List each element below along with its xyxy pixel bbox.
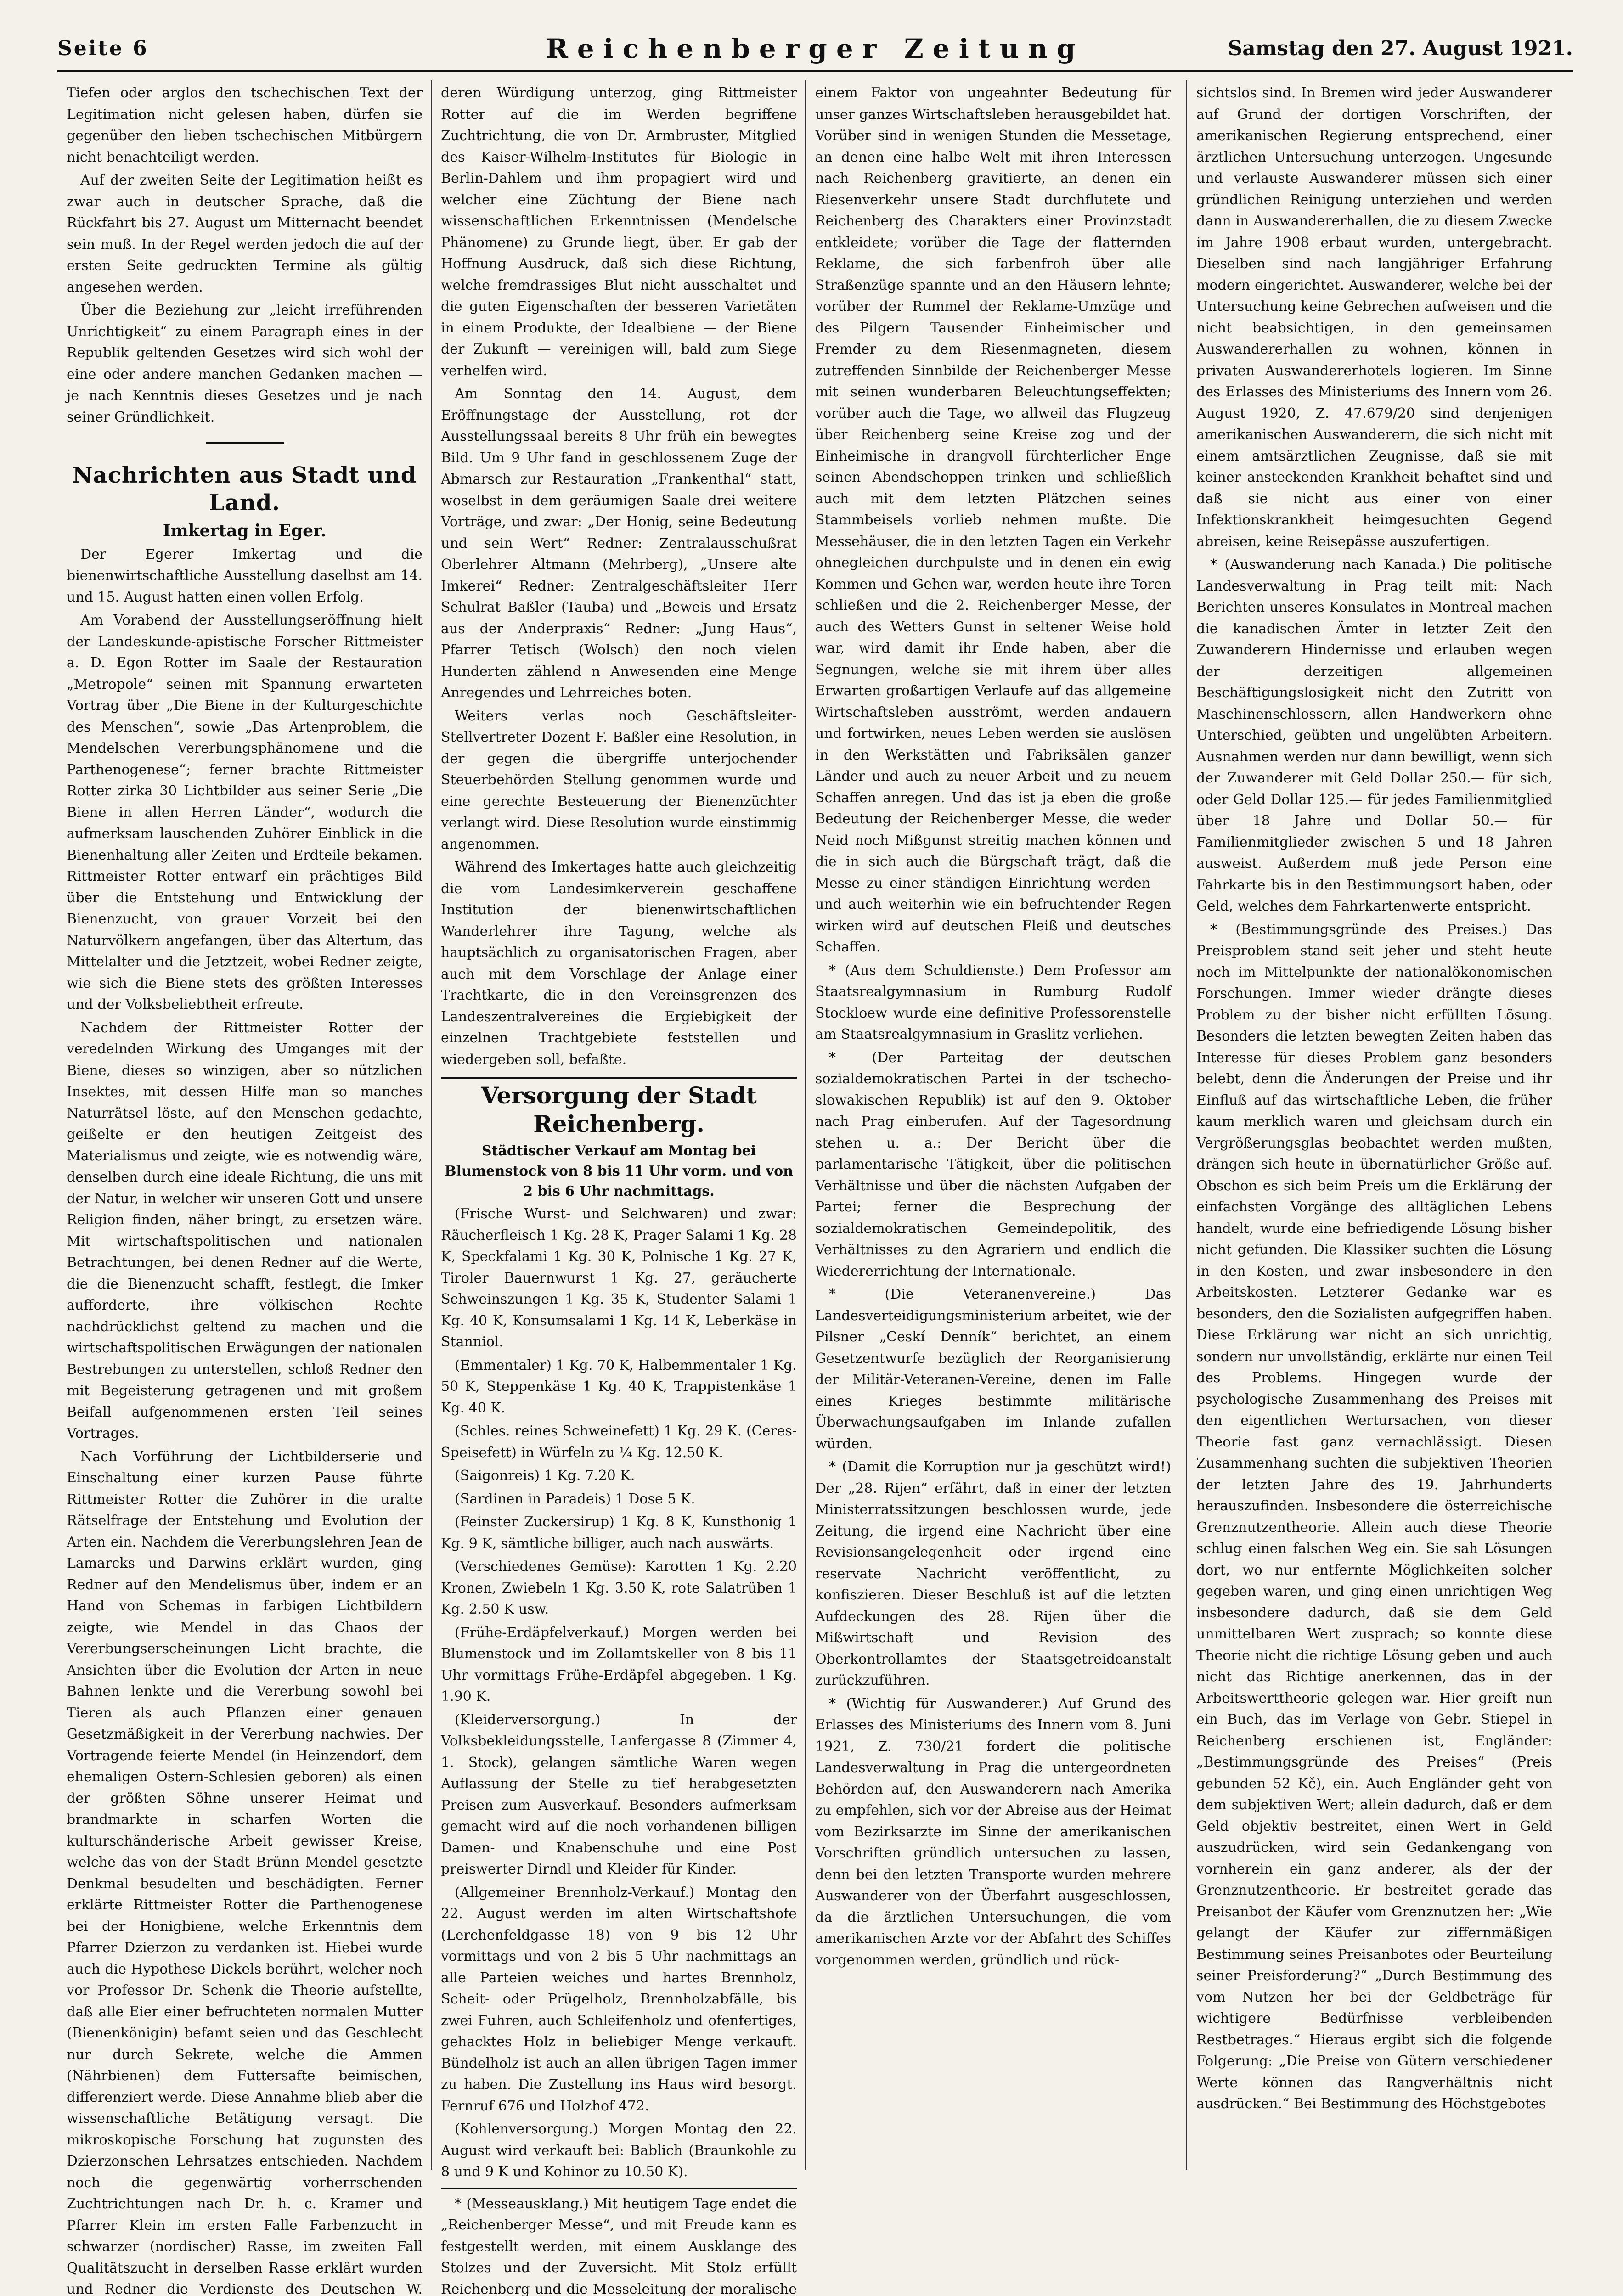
article-paragraph: Am Sonntag den 14. August, dem Eröffnungstage der Ausstellung, rot der Ausstellungssaal bereits 8 Uhr früh ein bewegtes Bild. Um 9 Uhr fand in geschlossenem Zuge der Abmarsch zur Restauration „Frankenthal“ statt, woselbst in dem geräumigen Saale drei weitere Vorträge, und zwar: „Der Honig, seine Bedeutung und sein Wert“ Redner: Zentralausschußrat Oberlehrer Altmann (Mehrberg), „Unsere alte Imkerei“ Redner: Zentralgeschäftsleiter Herr Schulrat Baßler (Tauba) und „Beweis und Ersatz aus der Anderpraxis“ Redner: „Jung Haus“, Pfarrer Tetisch (Wolsch) den noch vielen Hunderten zählend n Anwesenden eine Menge Anregendes und Lehrreiches boten. [441,383,797,704]
news-item: * (Aus dem Schuldienste.) Dem Professor am Staatsrealgymnasium in Rumburg Rudolf Stockloew wurde eine definitive Professorenstelle am Staatsrealgymnasium in Graslitz verliehen. [815,960,1171,1046]
news-item: * (Messeausklang.) Mit heutigem Tage endet die „Reichenberger Messe“, und mit Freude kann es festgestellt werden, mit einem Ausklange des Stolzes und der Zuversicht. Mit Stolz erfüllt Reichenberg und die Messeleitung der moralische [441,2194,797,2296]
issue-date: Samstag den 27. August 1921. [1228,37,1573,60]
supply-item: (Feinster Zuckersirup) 1 Kg. 8 K, Kunsthonig 1 Kg. 9 K, sämtliche billiger, auch nach auswärts. [441,1512,797,1554]
news-item: sichtslos sind. In Bremen wird jeder Auswanderer auf Grund der dortigen Vorschriften, der amerikanischen Regierung entsprechend, einer ärztlichen Untersuchung unterzogen. Ungesunde und verlauste Auswanderer müssen sich einer gründlichen Reinigung unterziehen und werden dann in Auswandererhallen, die zu diesem Zwecke im Jahre 1908 erbaut wurden, untergebracht. Dieselben sind nach langjähriger Erfahrung modern eingerichtet. Auswanderer, welche bei der Untersuchung keine Gebrechen aufweisen und die nicht beabsichtigen, in den gemeinsamen Auswandererhallen zu wohnen, können in privaten Auswandererhotels logieren. Im Sinne des Erlasses des Ministeriums des Innern vom 26. August 1920, Z. 47.679/20 sind denjenigen amerikanischen Auswanderern, die sich nicht mit einem amtsärztlichen Zeugnisse, daß sie mit keiner ansteckenden Krankheit behaftet sind und daß sie nicht aus einer von einer Infektionskrankheit heimgesuchten Gegend abreisen, keine Reisepässe auszufertigen. [1196,83,1552,552]
page-number: Seite 6 [57,37,149,60]
supply-item: (Emmentaler) 1 Kg. 70 K, Halbemmentaler 1 Kg. 50 K, Steppenkäse 1 Kg. 40 K, Trappistenkäse 1 Kg. 40 K. [441,1355,797,1419]
news-item: * (Damit die Korruption nur ja geschützt wird!) Der „28. Rijen“ erfährt, daß in einer der letzten Ministerratssitzungen beschlossen wurde, jede Zeitung, die irgend eine Nachricht über eine Revisionsangelegenheit oder irgend eine reservate Nachricht veröffentlicht, zu konfiszieren. Dieser Beschluß ist auf die letzten Aufdeckungen des 28. Rijen über die Mißwirtschaft und Revision des Oberkontrollamtes der Staatsgetreideanstalt zurückzuführen. [815,1457,1171,1692]
intro-paragraph: Tiefen oder arglos den tschechischen Text der Legitimation nicht gelesen haben, dürfen sie gegenüber den lieben tschechischen Mitbürgern nicht benachteiligt werden. [67,83,423,168]
supply-notice [441,1077,797,2189]
section-heading: Nachrichten aus Stadt und Land. [67,461,423,517]
article-paragraph: Weiters verlas noch Geschäftsleiter-Stellvertreter Dozent F. Baßler eine Resolution, in der gegen die übergriffe unterjochender Steuerbehörden Stellung genommen wurde und eine gerechte Besteuerung der Bienenzüchter verlangt wird. Diese Resolution wurde einstimmig angenommen. [441,706,797,855]
divider [67,432,423,453]
supply-item: (Kohlenversorgung.) Morgen Montag den 22. August wird verkauft bei: Bablich (Braunkohle zu 8 und 9 K und Kohinor zu 10.50 K). [441,2119,797,2183]
masthead-title: Reichenberger Zeitung [57,33,1573,64]
column-2 [441,83,797,2167]
article-heading: Imkertag in Eger. [67,520,423,541]
news-item: * (Auswanderung nach Kanada.) Die politische Landesverwaltung in Prag teilt mit: Nach Berichten unseres Konsulates in Montreal machen die kanadischen Ämter in letzter Zeit den Zuwanderern Hindernisse und erlauben wegen der derzeitigen allgemeinen Beschäftigungslosigkeit nicht den Zutritt von Maschinenschlossern, allen Handwerkern ohne Unterschied, geübten und ungelübten Arbeitern. Ausnahmen werden nur dann bewilligt, wenn sich der Zuwanderer mit Geld Dollar 250.— für sich, oder Geld Dollar 125.— für jedes Familienmitglied über 18 Jahre und Dollar 50.— für Familienmitglieder zwischen 5 und 18 Jahren ausweist. Außerdem muß jede Person eine Fahrkarte bis in den Bestimmungsort haben, oder Geld, welches dem Fahrkartenwerte entspricht. [1196,554,1552,917]
column-divider [431,80,432,2170]
column-1 [67,83,423,2167]
supply-heading: Versorgung der Stadt Reichenberg. [441,1081,797,1138]
intro-paragraph: Auf der zweiten Seite der Legitimation heißt es zwar auch in deutscher Sprache, daß die Rückfahrt bis 27. August um Mitternacht beendet sein muß. In der Regel werden jedoch die auf der ersten Seite gedruckten Termine als gültig angesehen werden. [67,170,423,298]
article-paragraph: Nach Vorführung der Lichtbilderserie und Einschaltung einer kurzen Pause führte Rittmeister Rotter die Zuhörer in die uralte Rätselfrage der Entstehung und Evolution der Arten ein. Nachdem die Vererbungslehren Jean de Lamarcks und Darwins erklärt wurden, ging Redner auf den Mendelismus über, indem er an Hand von Schemas in farbigen Lichtbildern zeigte, wie Mendel in das Chaos der Vererbungserscheinungen Licht brachte, die Ansichten über die Evolution der Arten in neue Bahnen lenkte und die Vererbung sowohl bei Tieren als auch Pflanzen einer genauen Gesetzmäßigkeit in der Vererbung nachwies. Der Vortragende feierte Mendel (in Heinzendorf, dem ehemaligen Ostern-Schlesien geboren) als einen der größten Söhne unserer Heimat und brandmarkte in scharfen Worten die kulturschänderische Arbeit gewisser Kreise, welche das von der Stadt Brünn Mendel gesetzte Denkmal besudelten und beschädigten. Ferner erklärte Rittmeister Rotter die Parthenogenese bei der Honigbiene, welche Erkenntnis dem Pfarrer Dzierzon zu verdanken ist. Hiebei wurde auch die Hypothese Dickels berührt, welcher noch vor Professor Dr. Schenk die Theorie aufstellte, daß alle Eier einer befruchteten normalen Mutter (Bienenkönigin) befamt seien und das Geschlecht nur durch Sekrete, welche die Ammen (Nährbienen) dem Futtersafte beimischen, differenziert werde. Diese Annahme blieb aber die wissenschaftliche Betätigung versagt. Die mikroskopische Forschung hat zugunsten des Dzierzonschen Lehrsatzes entschieden. Nachdem noch die gegenwärtig vorherrschenden Zuchtrichtungen nach Dr. h. c. Kramer und Pfarrer Klein im ersten Falle Farbenzucht in schwarzer (nordischer) Rasse, im zweiten Fall Qualitätszucht in derselben Rasse erklärt wurden und Redner die Verdienste des Deutschen W. [67,1446,423,2296]
column-4 [1196,83,1552,2167]
article-paragraph: Während des Imkertages hatte auch gleichzeitig die vom Landesimkerverein geschaffene Institution der bienenwirtschaftlichen Wanderlehrer ihre Tagung, welche als hauptsächlich zu organisatorischen Fragen, aber auch mit dem Vorschlage der Anlage einer Trachtkarte, die in den Vereinsgrenzen des Landeszentralvereines die Ergiebigkeit der einzelnen Trachtgebiete feststellen und wiedergeben soll, befaßte. [441,857,797,1070]
page-header [57,28,1573,73]
supply-item: (Saigonreis) 1 Kg. 7.20 K. [441,1465,797,1487]
article-paragraph: Am Vorabend der Ausstellungseröffnung hielt der Landeskunde-apistische Forscher Rittmeister a. D. Egon Rotter im Saale der Restauration „Metropole“ seinen mit Spannung erwarteten Vortrag über „Die Biene in der Kulturgeschichte des Menschen“, sowie „Das Artenproblem, die Mendelschen Vererbungsphänomene und die Parthenogenese“; ferner brachte Rittmeister Rotter zirka 30 Lichtbilder aus seiner Serie „Die Biene in allen Herren Länder“, wodurch die aufmerksam lauschenden Zuhörer Einblick in die Bienenhaltung aller Zeiten und Erdteile bekamen. Rittmeister Rotter entwarf ein prächtiges Bild über die Entstehung und Entwicklung der Bienenzucht, von grauer Vorzeit bei den Naturvölkern angefangen, über das Altertum, das Mittelalter und die Jetztzeit, wobei Redner zeigte, wie sich die Biene stets des größten Interesses und der Volksbeliebtheit erfreute. [67,610,423,1016]
supply-item: (Kleiderversorgung.) In der Volksbekleidungsstelle, Lanfergasse 8 (Zimmer 4, 1. Stock), gelangen sämtliche Waren wegen Auflassung der Stelle zu tief herabgesetzten Preisen zum Ausverkauf. Besonders aufmerksam gemacht wird auf die noch vorhandenen billigen Damen- und Knabenschuhe und eine Post preiswerter Dirndl und Kleider für Kinder. [441,1710,797,1880]
supply-item: (Schles. reines Schweinefett) 1 Kg. 29 K. (Ceres-Speisefett) in Würfeln zu ¼ Kg. 12.50 K. [441,1421,797,1463]
article-paragraph: Nachdem der Rittmeister Rotter der veredelnden Wirkung des Umganges mit der Biene, dieses so winzigen, aber so nützlichen Insektes, mit dessen Hilfe man so manches Naturrätsel löste, auf den Menschen gedachte, geißelte er den heutigen Zeitgeist des Materialismus und zeigte, wie es notwendig wäre, denselben durch eine ideale Richtung, die uns mit der Natur, in welcher wir unseren Gott und unsere Religion finden, näher bringt, zu ersetzen wäre. Mit wirtschaftspolitischen und nationalen Betrachtungen, bei denen Redner auf die Werte, die die Bienenzucht schafft, festlegt, die Imker aufforderte, ihre völkischen Rechte nachdrücklichst geltend zu machen und die wirtschaftspolitischen Erwägungen der nationalen Bestrebungen zu unterstellen, schloß Redner den mit Begeisterung getragenen und mit großem Beifall aufgenommenen ersten Teil seines Vortrages. [67,1018,423,1445]
supply-item: (Frische Wurst- und Selchwaren) und zwar: Räucherfleisch 1 Kg. 28 K, Prager Salami 1 Kg. 28 K, Speckfalami 1 Kg. 30 K, Polnische 1 Kg. 27 K, Tiroler Bauernwurst 1 Kg. 27, geräucherte Schweinszungen 1 Kg. 35 K, Studenter Salami 1 Kg. 40 K, Konsumsalami 1 Kg. 14 K, Leberkäse in Stanniol. [441,1204,797,1353]
supply-item: (Frühe-Erdäpfelverkauf.) Morgen werden bei Blumenstock und im Zollamtskeller von 8 bis 11 Uhr vormittags Frühe-Erdäpfel abgegeben. 1 Kg. 1.90 K. [441,1622,797,1708]
article-paragraph: Der Egerer Imkertag und die bienenwirtschaftliche Ausstellung daselbst am 14. und 15. August hatten einen vollen Erfolg. [67,544,423,608]
news-item: * (Der Parteitag der deutschen sozialdemokratischen Partei in der tschecho-slowakischen Republik) ist auf den 9. Oktober nach Prag einberufen. Auf der Tagesordnung stehen u. a.: Der Bericht über die parlamentarische Tätigkeit, über die politischen Verhältnisse und über die nächsten Aufgaben der Partei; ferner die Besprechung der sozialdemokratischen Gemeindepolitik, des Verhältnisses zu den Agrariern und endlich die Wiedererrichtung der Internationale. [815,1047,1171,1283]
article-paragraph: deren Würdigung unterzog, ging Rittmeister Rotter auf die im Werden begriffene Zuchtrichtung, die von Dr. Armbruster, Mitglied des Kaiser-Wilhelm-Institutes für Biologie in Berlin-Dahlem und ihm propagiert wird und welcher eine Züchtung der Biene nach wissenschaftlichen Erkenntnissen (Mendelsche Phänomene) zu Grunde liegt, über. Er gab der Hoffnung Ausdruck, daß sich diese Richtung, welche fremdrassiges Blut nicht ausschaltet und die guten Eigenschaften der besseren Varietäten in einem Produkte, der Idealbiene — der Biene der Zukunft — vereinigen will, bald zum Siege verhelfen wird. [441,83,797,382]
header-rule [57,70,1573,72]
news-item: * (Wichtig für Auswanderer.) Auf Grund des Erlasses des Ministeriums des Innern vom 8. Juni 1921, Z. 730/21 fordert die politische Landesverwaltung in Prag die untergeordneten Behörden auf, den Auswanderern nach Amerika zu empfehlen, sich vor der Abreise aus der Heimat vom Bezirksarzte im Sinne der amerikanischen Vorschriften gründlich untersuchen zu lassen, denn bei den letzten Transporte wurden mehrere Auswanderer von der Überfahrt ausgeschlossen, da die ärztlichen Untersuchungen, die vom amerikanischen Arzte vor der Abfahrt des Schiffes vorgenommen werden, gründlich und rück- [815,1694,1171,1971]
supply-subheading: Städtischer Verkauf am Montag bei Blumenstock von 8 bis 11 Uhr vorm. und von 2 bis 6 Uhr nachmittags. [441,1141,797,1202]
news-item: * (Die Veteranenvereine.) Das Landesverteidigungsministerium arbeitet, wie der Pilsner „Ceskí Denník“ berichtet, an einem Gesetzentwurfe bezüglich der Reorganisierung der Militär-Veteranen-Vereine, denen im Falle eines Krieges bestimmte militärische Überwachungsaufgaben im Inlande zufallen würden. [815,1284,1171,1455]
news-item: * (Bestimmungsgründe des Preises.) Das Preisproblem stand seit jeher und steht heute noch im Mittelpunkte der nationalökonomischen Forschungen. Immer wieder drängte dieses Problem zu der bisher nicht erfüllten Lösung. Besonders die letzten bewegten Zeiten haben das Interesse für dieses Problem ganz besonders belebt, denn die Änderungen der Preise und ihr Einfluß auf das wirtschaftliche Leben, die früher kaum merklich waren und gleichsam durch ein Vergrößerungsglas beobachtet werden mußten, drängen sich heute in übernatürlicher Größe auf. Obschon es sich beim Preis um die Erklärung der einfachsten Vorgänge des alltäglichen Lebens handelt, wurde eine befriedigende Lösung bisher nicht gefunden. Die Klassiker suchten die Lösung in den Kosten, und zwar insbesondere in den Arbeitskosten. Letzterer Gedanke war es besonders, den die Sozialisten aufgegriffen haben. Diese Erklärung war nicht an sich unrichtig, sondern nur unvollständig, erklärte nur einen Teil des Problems. Hingegen wurde der psychologische Zusammenhang des Preises mit den eigentlichen Wertursachen, von dieser Theorie fast ganz vernachlässigt. Diesen Zusammenhang suchten die subjektiven Theorien der letzten Jahre des 19. Jahrhunderts herauszufinden. Insbesondere die österreichische Grenznutzentheorie. Allein auch diese Theorie schlug einen falschen Weg ein. Sie sah Lösungen dort, wo nur entfernte Möglichkeiten solcher gegeben waren, und ging einen unrichtigen Weg insbesondere dadurch, daß sie dem Geld unmittelbaren Wert zusprach; so konnte diese Theorie nicht die richtige Lösung geben und auch nicht das Richtige anerkennen, das in der Arbeitswerttheorie gelegen war. Hier greift nun ein Buch, das im Verlage von Gebr. Stiepel in Reichenberg erschienen ist, Engländer: „Bestimmungsgründe des Preises“ (Preis gebunden 52 Kč), ein. Auch Engländer geht von dem subjektiven Wert; allein dadurch, daß er dem Geld objektiv bestreitet, einen Wert in Geld auszudrücken, wird sein Gedankengang von vornherein ein ganz anderer, als der der Grenznutzentheorie. Er bestreitet gerade das Preisanbot der Käufer vom Grenznutzen her: „Wie gelangt der Käufer zur ziffernmäßigen Bestimmung seines Preisanbotes oder Beurteilung seiner Preisforderung?“ „Durch Bestimmung des vom Nutzen her bei der Geldbeträge für wichtigere Bedürfnisse verbleibenden Restbetrages.“ Hieraus ergibt sich die folgende Folgerung: „Die Preise von Gütern verschiedener Werte können das Rangverhältnis nicht ausdrücken.“ Bei Bestimmung des Höchstgebotes [1196,919,1552,2115]
column-divider [1186,80,1187,2170]
supply-item: (Verschiedenes Gemüse): Karotten 1 Kg. 2.20 Kronen, Zwiebeln 1 Kg. 3.50 K, rote Salatrüben 1 Kg. 2.50 K usw. [441,1556,797,1621]
column-divider [805,80,806,2170]
column-3 [815,83,1171,2167]
supply-item: (Sardinen in Paradeis) 1 Dose 5 K. [441,1489,797,1510]
supply-item: (Allgemeiner Brennholz-Verkauf.) Montag den 22. August werden im alten Wirtschaftshofe (Lerchenfeldgasse 18) von 9 bis 12 Uhr vormittags und von 2 bis 5 Uhr nachmittags an alle Parteien weiches und hartes Brennholz, Scheit- oder Prügelholz, Brennholzabfälle, bis zwei Fuhren, auch Schleifenholz und ofenfertiges, gehacktes Holz in beliebiger Menge verkauft. Bündelholz ist auch an allen übrigen Tagen immer zu haben. Die Zustellung ins Haus wird besorgt. Fernruf 676 und Holzhof 472. [441,1882,797,2117]
intro-paragraph: Über die Beziehung zur „leicht irreführenden Unrichtigkeit“ zu einem Paragraph eines in der Republik geltenden Gesetzes wird sich wohl der eine oder andere manchen Gedanken machen — je nach Kenntnis dieses Gesetzes und je nach seiner Gründlichkeit. [67,300,423,428]
news-item: einem Faktor von ungeahnter Bedeutung für unser ganzes Wirtschaftsleben herausgebildet hat. Vorüber sind in wenigen Stunden die Messetage, an denen eine halbe Welt mit ihren Interessen nach Reichenberg gravitierte, an denen ein Riesenverkehr unsere Stadt durchflutete und Reichenberg des Charakters einer Provinzstadt entkleidete; vorüber die Tage der flatternden Reklame, die sich farbenfroh über alle Straßenzüge spannte und an den Häusern lehnte; vorüber der Rummel der Reklame-Umzüge und des Pilgern Tausender Einheimischer und Fremder zu dem Riesenmagneten, diesem zutreffenden Sinnbilde der Reichenberger Messe mit seinen wunderbaren Beleuchtungseffekten; vorüber auch die Tage, wo allweil das Flugzeug über Reichenberg seine Kreise zog und der Einheimische in drangvoll fürchterlicher Enge seinen Abendschoppen trinken und schließlich auch mit dem letzten Plätzchen seines Stammbeisels vorlieb nehmen mußte. Die Messehäuser, die in den letzten Tagen ein Verkehr ohnegleichen durchpulste und in denen ein ewig Kommen und Gehen war, werden heute ihre Toren schließen und die 2. Reichenberger Messe, der auch des Wetters Gunst in seltener Weise hold war, wird damit ihr Ende haben, aber die Segnungen, welche sie mit ihrem über alles Erwarten großartigen Verlaufe auf das allgemeine Wirtschaftsleben ausströmt, werden andauern und fortwirken, neues Leben werden sie auslösen in den Werkstätten und Fabriksälen ganzer Länder und auch zu neuer Arbeit und zu neuem Schaffen anregen. Und das ist ja eben die große Bedeutung der Reichenberger Messe, die weder Neid noch Mißgunst streitig machen können und die in sich auch die Bürgschaft trägt, daß die Messe zu einer ständigen Einrichtung werden — und auch weiterhin wie ein befruchtender Regen wirken wird auf deutschen Fleiß und deutsches Schaffen. [815,83,1171,958]
